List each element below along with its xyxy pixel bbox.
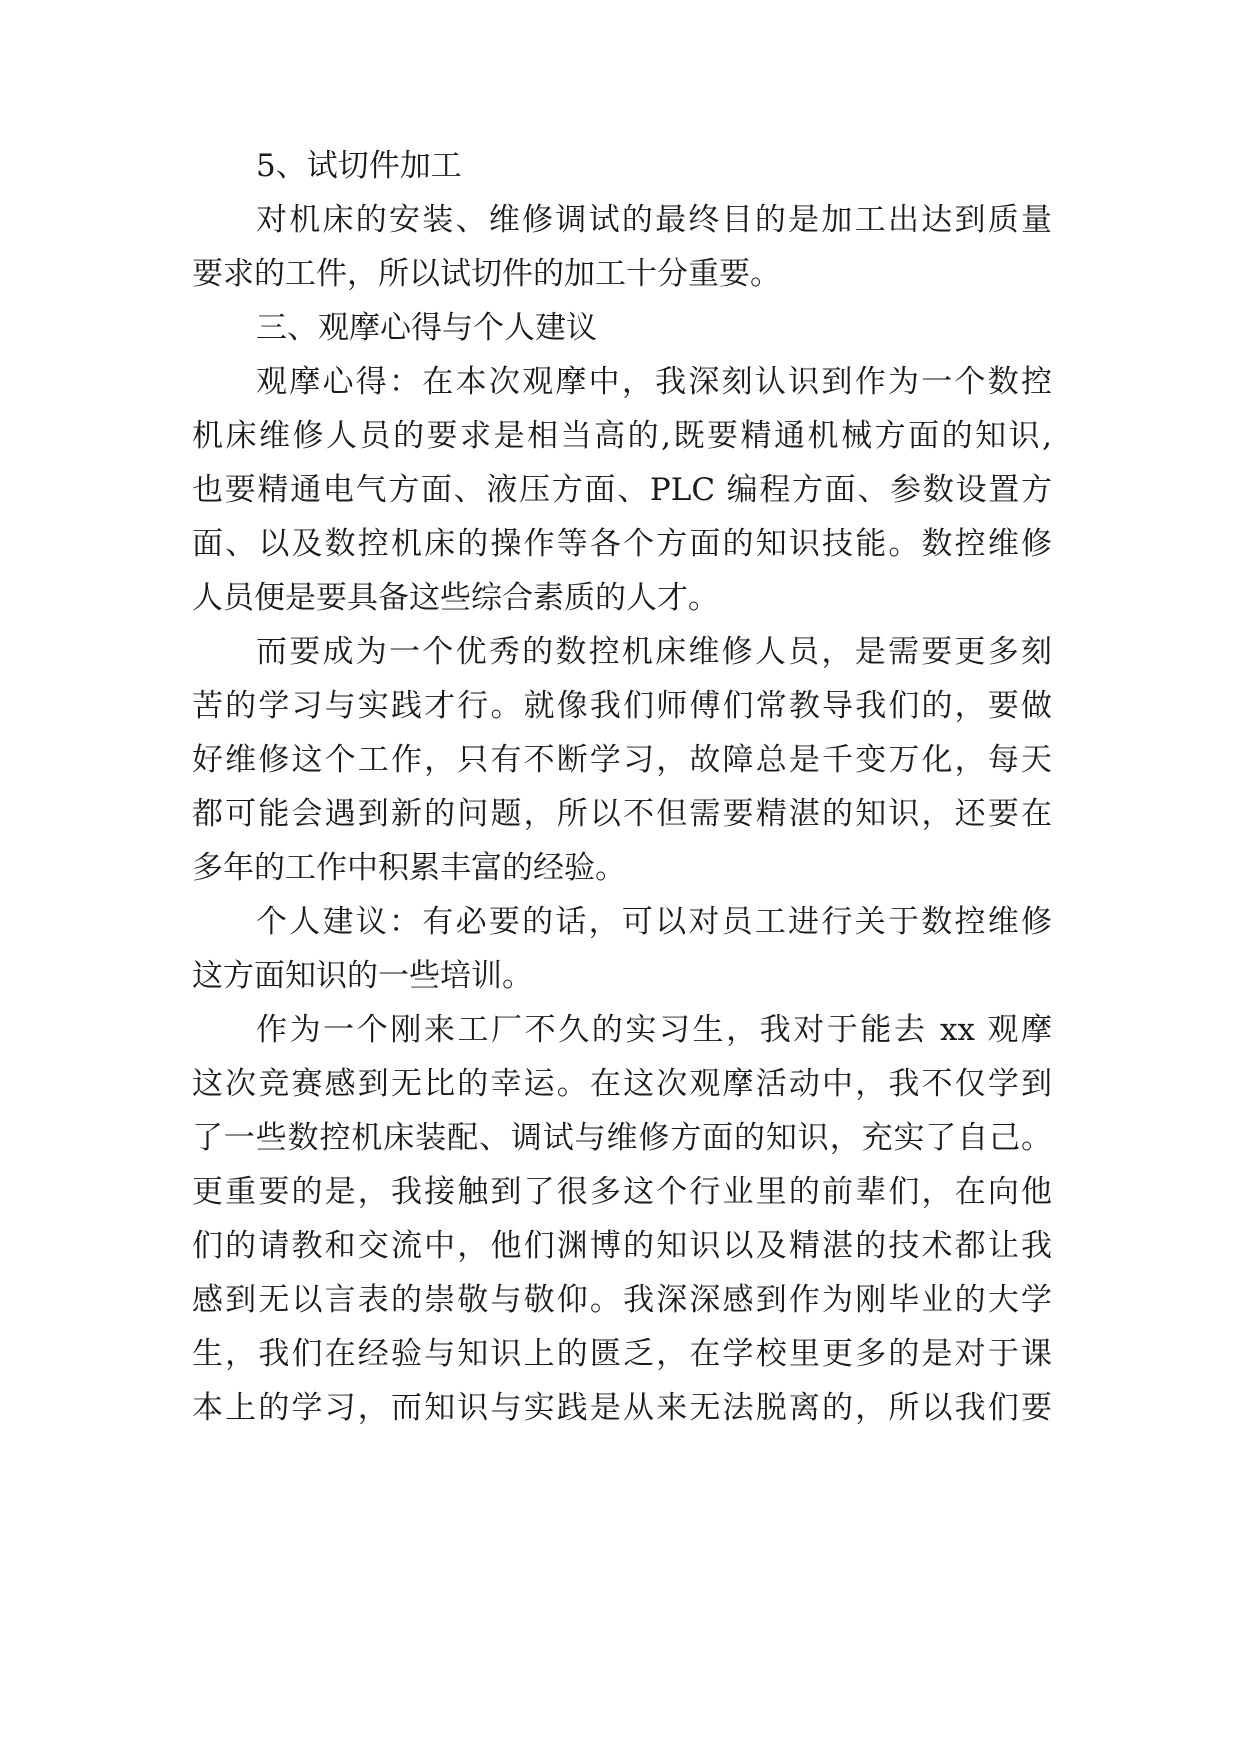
section-heading-insights: 三、观摩心得与个人建议 bbox=[256, 310, 597, 346]
paragraph-line: 了一些数控机床装配、调试与维修方面的知识，充实了自己。 bbox=[192, 1120, 1052, 1156]
section-heading-trial-cut: 5、试切件加工 bbox=[256, 148, 462, 184]
paragraph-line: 对机床的安装、维修调试的最终目的是加工出达到质量 bbox=[256, 202, 1052, 238]
paragraph-line: 面、以及数控机床的操作等各个方面的知识技能。数控维修 bbox=[192, 526, 1052, 562]
paragraph-line: 机床维修人员的要求是相当高的,既要精通机械方面的知识, bbox=[192, 418, 1052, 454]
paragraph-line: 生，我们在经验与知识上的匮乏，在学校里更多的是对于课 bbox=[192, 1336, 1052, 1372]
paragraph-line: 作为一个刚来工厂不久的实习生，我对于能去 xx 观摩 bbox=[256, 1012, 1052, 1048]
paragraph-line: 们的请教和交流中，他们渊博的知识以及精湛的技术都让我 bbox=[192, 1228, 1052, 1264]
paragraph-line: 多年的工作中积累丰富的经验。 bbox=[192, 850, 626, 886]
paragraph-line: 苦的学习与实践才行。就像我们师傅们常教导我们的，要做 bbox=[192, 688, 1052, 724]
paragraph-line: 感到无以言表的崇敬与敬仰。我深深感到作为刚毕业的大学 bbox=[192, 1282, 1052, 1318]
paragraph-line: 这方面知识的一些培训。 bbox=[192, 958, 533, 994]
paragraph-line: 观摩心得：在本次观摩中，我深刻认识到作为一个数控 bbox=[256, 364, 1052, 400]
paragraph-line: 人员便是要具备这些综合素质的人才。 bbox=[192, 580, 719, 616]
paragraph-line: 本上的学习，而知识与实践是从来无法脱离的，所以我们要 bbox=[192, 1390, 1052, 1426]
paragraph-line: 个人建议：有必要的话，可以对员工进行关于数控维修 bbox=[256, 904, 1052, 940]
paragraph-line: 要求的工件，所以试切件的加工十分重要。 bbox=[192, 256, 781, 292]
paragraph-line: 也要精通电气方面、液压方面、PLC 编程方面、参数设置方 bbox=[192, 472, 1052, 508]
paragraph-line: 而要成为一个优秀的数控机床维修人员，是需要更多刻 bbox=[256, 634, 1052, 670]
paragraph-line: 都可能会遇到新的问题，所以不但需要精湛的知识，还要在 bbox=[192, 796, 1052, 832]
paragraph-line: 好维修这个工作，只有不断学习，故障总是千变万化，每天 bbox=[192, 742, 1052, 778]
paragraph-line: 更重要的是，我接触到了很多这个行业里的前辈们，在向他 bbox=[192, 1174, 1052, 1210]
paragraph-line: 这次竞赛感到无比的幸运。在这次观摩活动中，我不仅学到 bbox=[192, 1066, 1052, 1102]
